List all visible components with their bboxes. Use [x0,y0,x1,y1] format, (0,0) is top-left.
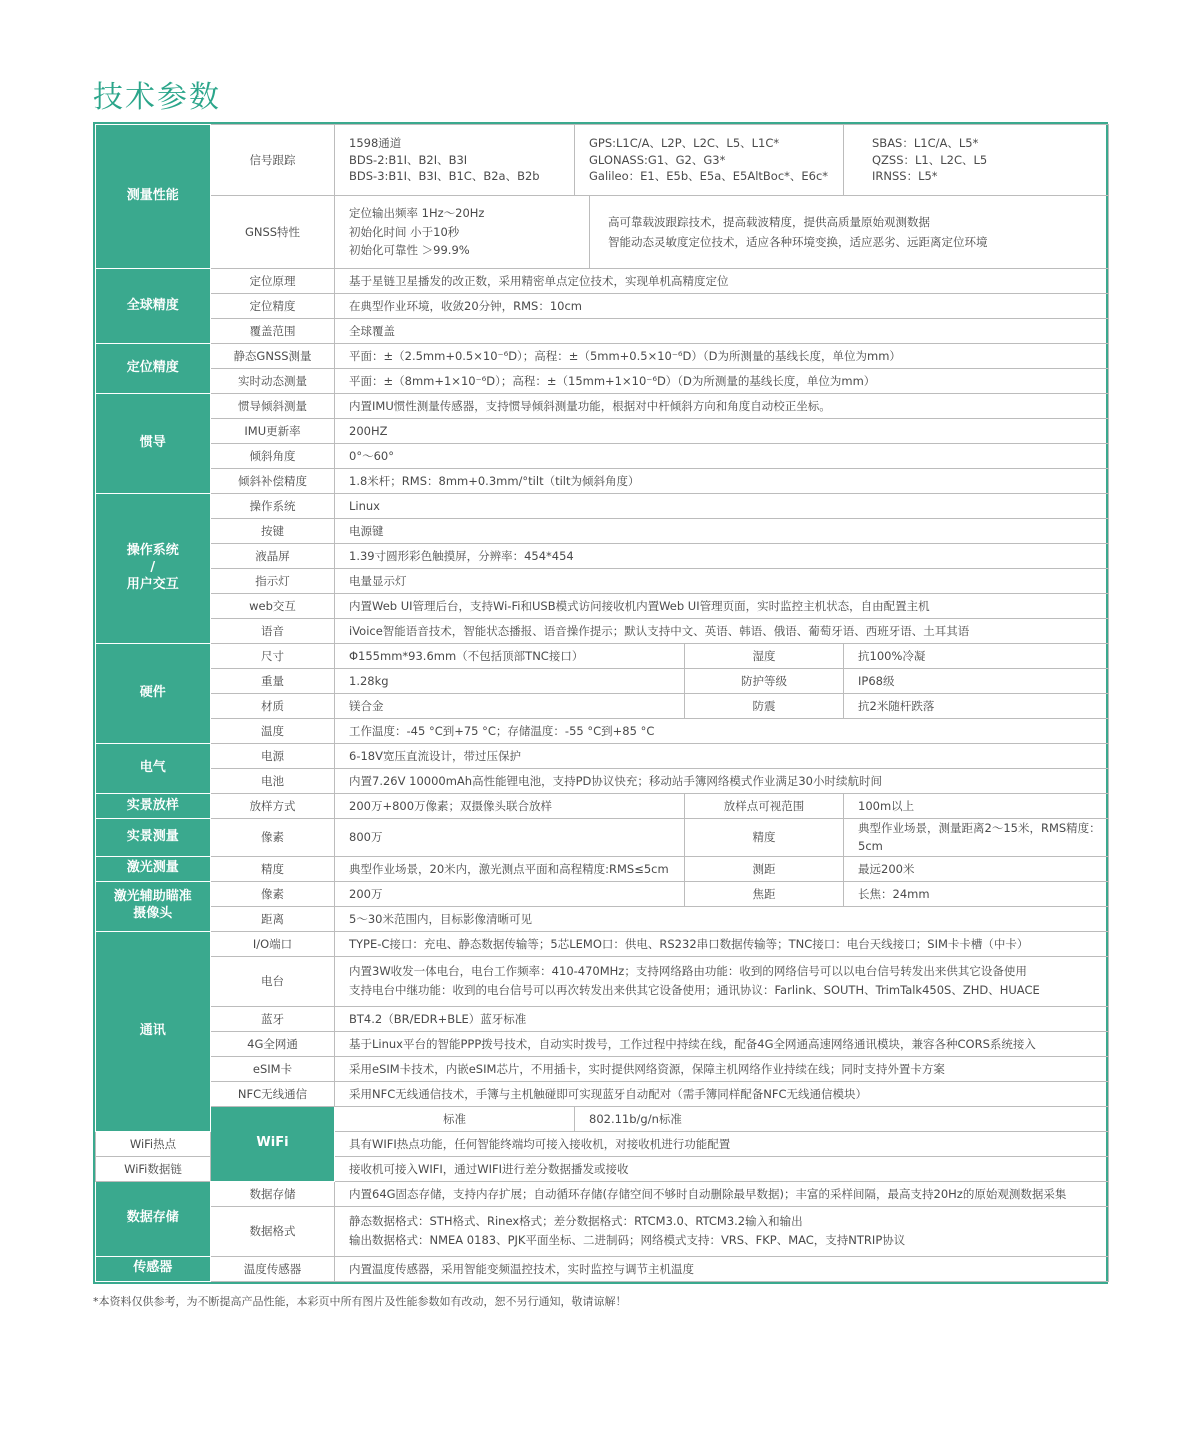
row-label: 防震 [685,694,844,719]
tracking-col1: 1598通道 BDS-2:B1I、B2I、B3I BDS-3:B1I、B3I、B1C、B2a、B2b [335,125,575,196]
table-row [96,469,1109,494]
category-os: 操作系统 / 用户交互 [96,494,211,644]
row-label: 防护等级 [685,669,844,694]
table-row [96,956,1109,1006]
row-value: 抗100%冷凝 [844,644,1109,669]
row-label: 指示灯 [211,569,335,594]
row-value: 平面：±（8mm+1×10⁻⁶D）；高程：±（15mm+1×10⁻⁶D）（D为所测量的基线长度，单位为mm） [335,369,1109,394]
table-row [96,544,1109,569]
row-label: 电台 [211,956,335,1006]
table-row [96,1006,1109,1031]
table-row [96,769,1109,794]
row-value: 在典型作业环境，收敛20分钟，RMS：10cm [335,294,1109,319]
row-label: I/O端口 [211,931,335,956]
table-row [96,319,1109,344]
category-electric: 电气 [96,744,211,794]
table-row [96,369,1109,394]
row-label: 电池 [211,769,335,794]
table-row [96,1081,1109,1106]
row-label: 材质 [211,694,335,719]
category-stakeout: 实景放样 [96,794,211,819]
table-row [96,394,1109,419]
row-label: 焦距 [685,881,844,906]
row-label: 测距 [685,856,844,881]
row-value: IP68级 [844,669,1109,694]
spec-table [93,122,1108,1284]
row-value: 802.11b/g/n标准 [575,1106,1109,1131]
row-value: 最远200米 [844,856,1109,881]
row-label: 精度 [685,819,844,857]
row-label: 静态GNSS测量 [211,344,335,369]
table-row [96,819,1109,857]
row-label: IMU更新率 [211,419,335,444]
row-value: 内置Web UI管理后台，支持Wi-Fi和USB模式访问接收机内置Web UI管理页面，实时监控主机状态，自由配置主机 [335,594,1109,619]
table-row [96,1181,1109,1206]
table-row [96,494,1109,519]
row-label: 蓝牙 [211,1006,335,1031]
table-row [96,619,1109,644]
row-value: 工作温度：-45 °C到+75 °C；存储温度：-55 °C到+85 °C [335,719,1109,744]
tracking-col2: GPS:L1C/A、L2P、L2C、L5、L1C* GLONASS:G1、G2、G3* Galileo：E1、E5b、E5a、E5AltBoc*、E6c* [575,125,844,196]
row-label: 4G全网通 [211,1031,335,1056]
table-row [96,344,1109,369]
row-label: 数据存储 [211,1181,335,1206]
table-row [96,519,1109,544]
row-label: WiFi热点 [96,1131,211,1156]
row-value: 100m以上 [844,794,1109,819]
row-label: NFC无线通信 [211,1081,335,1106]
table-row [96,669,1109,694]
table-row [96,931,1109,956]
row-value: 200万 [335,881,685,906]
row-value: 0°～60° [335,444,1109,469]
table-row [96,196,1109,269]
table-row [96,125,1109,196]
row-value: 平面：±（2.5mm+0.5×10⁻⁶D）；高程：±（5mm+0.5×10⁻⁶D）（D为所测量的基线长度，单位为mm） [335,344,1109,369]
table-row [96,881,1109,906]
footnote: *本资料仅供参考，为不断提高产品性能，本彩页中所有图片及性能参数如有改动，恕不另行通知，敬请谅解！ [93,1295,627,1308]
row-value: BT4.2（BR/EDR+BLE）蓝牙标准 [335,1006,1109,1031]
table-row [96,744,1109,769]
row-value: 抗2米随杆跌落 [844,694,1109,719]
table-row [96,1031,1109,1056]
row-value: Linux [335,494,1109,519]
table-row [96,1056,1109,1081]
row-value: 内置IMU惯性测量传感器，支持惯导倾斜测量功能，根据对中杆倾斜方向和角度自动校正坐标。 [335,394,1109,419]
row-value: iVoice智能语音技术，智能状态播报、语音操作提示；默认支持中文、英语、韩语、俄语、葡萄牙语、西班牙语、土耳其语 [335,619,1109,644]
table-row [96,269,1109,294]
row-label: 定位原理 [211,269,335,294]
row-label: 放样点可视范围 [685,794,844,819]
table-row [96,644,1109,669]
row-value: 6-18V宽压直流设计，带过压保护 [335,744,1109,769]
gnss-col2: 高可靠载波跟踪技术，提高载波精度，提供高质量原始观测数据 智能动态灵敏度定位技术，适应各种环境变换，适应恶劣、远距离定位环境 [590,196,1109,269]
table-row [96,856,1109,881]
row-value: 200HZ [335,419,1109,444]
category-inertial: 惯导 [96,394,211,494]
row-value: 基于Linux平台的智能PPP拨号技术，自动实时拨号，工作过程中持续在线，配备4G全网通高速网络通讯模块，兼容各种CORS系统接入 [335,1031,1109,1056]
row-label: 距离 [211,906,335,931]
row-label: WiFi数据链 [96,1156,211,1181]
row-value: 典型作业场景，测量距离2～15米，RMS精度：5cm [844,819,1109,857]
category-wifi: WiFi [211,1106,335,1181]
table-row [96,719,1109,744]
row-label: eSIM卡 [211,1056,335,1081]
row-label: 覆盖范围 [211,319,335,344]
table-row [96,794,1109,819]
row-label: 操作系统 [211,494,335,519]
row-label: 重量 [211,669,335,694]
table-row [96,419,1109,444]
table-row [96,444,1109,469]
row-label: 信号跟踪 [211,125,335,196]
row-value: 200万+800万像素；双摄像头联合放样 [335,794,685,819]
row-value: 典型作业场景，20米内，激光测点平面和高程精度:RMS≤5cm [335,856,685,881]
row-value: Φ155mm*93.6mm（不包括顶部TNC接口） [335,644,685,669]
row-value: 内置64G固态存储，支持内存扩展；自动循环存储(存储空间不够时自动删除最早数据)；丰富的采样间隔，最高支持20Hz的原始观测数据采集 [335,1181,1109,1206]
row-value: 内置温度传感器，采用智能变频温控技术，实时监控与调节主机温度 [335,1256,1109,1281]
row-value: 具有WIFI热点功能，任何智能终端均可接入接收机，对接收机进行功能配置 [335,1131,1109,1156]
category-laser: 激光测量 [96,856,211,881]
row-label: 实时动态测量 [211,369,335,394]
row-label: 温度 [211,719,335,744]
row-value: 1.28kg [335,669,685,694]
row-label: web交互 [211,594,335,619]
row-value: 内置3W收发一体电台，电台工作频率：410-470MHz；支持网络路由功能：收到的网络信号可以以电台信号转发出来供其它设备使用 支持电台中继功能：收到的电台信号可以再次转发出来供其它设备使用；通讯协议：Farlink、SOUTH、TrimTalk450S、ZHD、HUACE [335,956,1109,1006]
table-row [96,1206,1109,1256]
table-row [96,594,1109,619]
row-label: 像素 [211,881,335,906]
row-label: 温度传感器 [211,1256,335,1281]
row-value: 镁合金 [335,694,685,719]
category-laser-camera: 激光辅助瞄准 摄像头 [96,881,211,931]
row-value: 基于星链卫星播发的改正数，采用精密单点定位技术，实现单机高精度定位 [335,269,1109,294]
table-row [96,569,1109,594]
category-global: 全球精度 [96,269,211,344]
row-label: 按键 [211,519,335,544]
row-value: 采用eSIM卡技术，内嵌eSIM芯片，不用插卡，实时提供网络资源，保障主机网络作业持续在线；同时支持外置卡方案 [335,1056,1109,1081]
row-label: 定位精度 [211,294,335,319]
row-label: 标准 [335,1106,575,1131]
tracking-col3: SBAS：L1C/A、L5* QZSS：L1、L2C、L5 IRNSS：L5* [844,125,1109,196]
row-label: 液晶屏 [211,544,335,569]
row-value: 静态数据格式：STH格式、Rinex格式；差分数据格式：RTCM3.0、RTCM3.2输入和输出 输出数据格式：NMEA 0183、PJK平面坐标、二进制码；网络模式支持：VRS、FKP、MAC，支持NTRIP协议 [335,1206,1109,1256]
row-label: 精度 [211,856,335,881]
table-row [96,694,1109,719]
table-row [96,906,1109,931]
row-label: 数据格式 [211,1206,335,1256]
row-label: 像素 [211,819,335,857]
row-value: 1.8米杆；RMS：8mm+0.3mm/°tilt（tilt为倾斜角度） [335,469,1109,494]
row-label: 尺寸 [211,644,335,669]
row-value: 接收机可接入WIFI，通过WIFI进行差分数据播发或接收 [335,1156,1109,1181]
row-value: 5～30米范围内，目标影像清晰可见 [335,906,1109,931]
row-value: 全球覆盖 [335,319,1109,344]
row-label: 电源 [211,744,335,769]
category-sensor: 传感器 [96,1256,211,1281]
table-row [96,1106,1109,1131]
row-label: 湿度 [685,644,844,669]
page-title: 技术参数 [93,80,221,115]
row-value: 采用NFC无线通信技术，手簿与主机触碰即可实现蓝牙自动配对（需手簿同样配备NFC无线通信模块） [335,1081,1109,1106]
row-value: 800万 [335,819,685,857]
row-value: TYPE-C接口：充电、静态数据传输等；5芯LEMO口：供电、RS232串口数据传输等；TNC接口：电台天线接口；SIM卡卡槽（中卡） [335,931,1109,956]
table-row [96,1256,1109,1281]
row-value: 内置7.26V 10000mAh高性能锂电池，支持PD协议快充；移动站手簿网络模式作业满足30小时续航时间 [335,769,1109,794]
table-row [96,294,1109,319]
category-realscene: 实景测量 [96,819,211,857]
row-label: 倾斜角度 [211,444,335,469]
category-storage: 数据存储 [96,1181,211,1256]
row-value: 长焦：24mm [844,881,1109,906]
row-label: 倾斜补偿精度 [211,469,335,494]
row-value: 1.39寸圆形彩色触摸屏，分辨率：454*454 [335,544,1109,569]
row-label: 语音 [211,619,335,644]
category-positioning: 定位精度 [96,344,211,394]
row-label: GNSS特性 [211,196,335,269]
row-value: 电源键 [335,519,1109,544]
row-label: 放样方式 [211,794,335,819]
category-comm: 通讯 [96,931,211,1131]
category-measure: 测量性能 [96,125,211,269]
row-label: 惯导倾斜测量 [211,394,335,419]
category-hardware: 硬件 [96,644,211,744]
row-value: 电量显示灯 [335,569,1109,594]
gnss-col1: 定位输出频率 1Hz～20Hz 初始化时间 小于10秒 初始化可靠性 ＞99.9% [335,196,590,269]
